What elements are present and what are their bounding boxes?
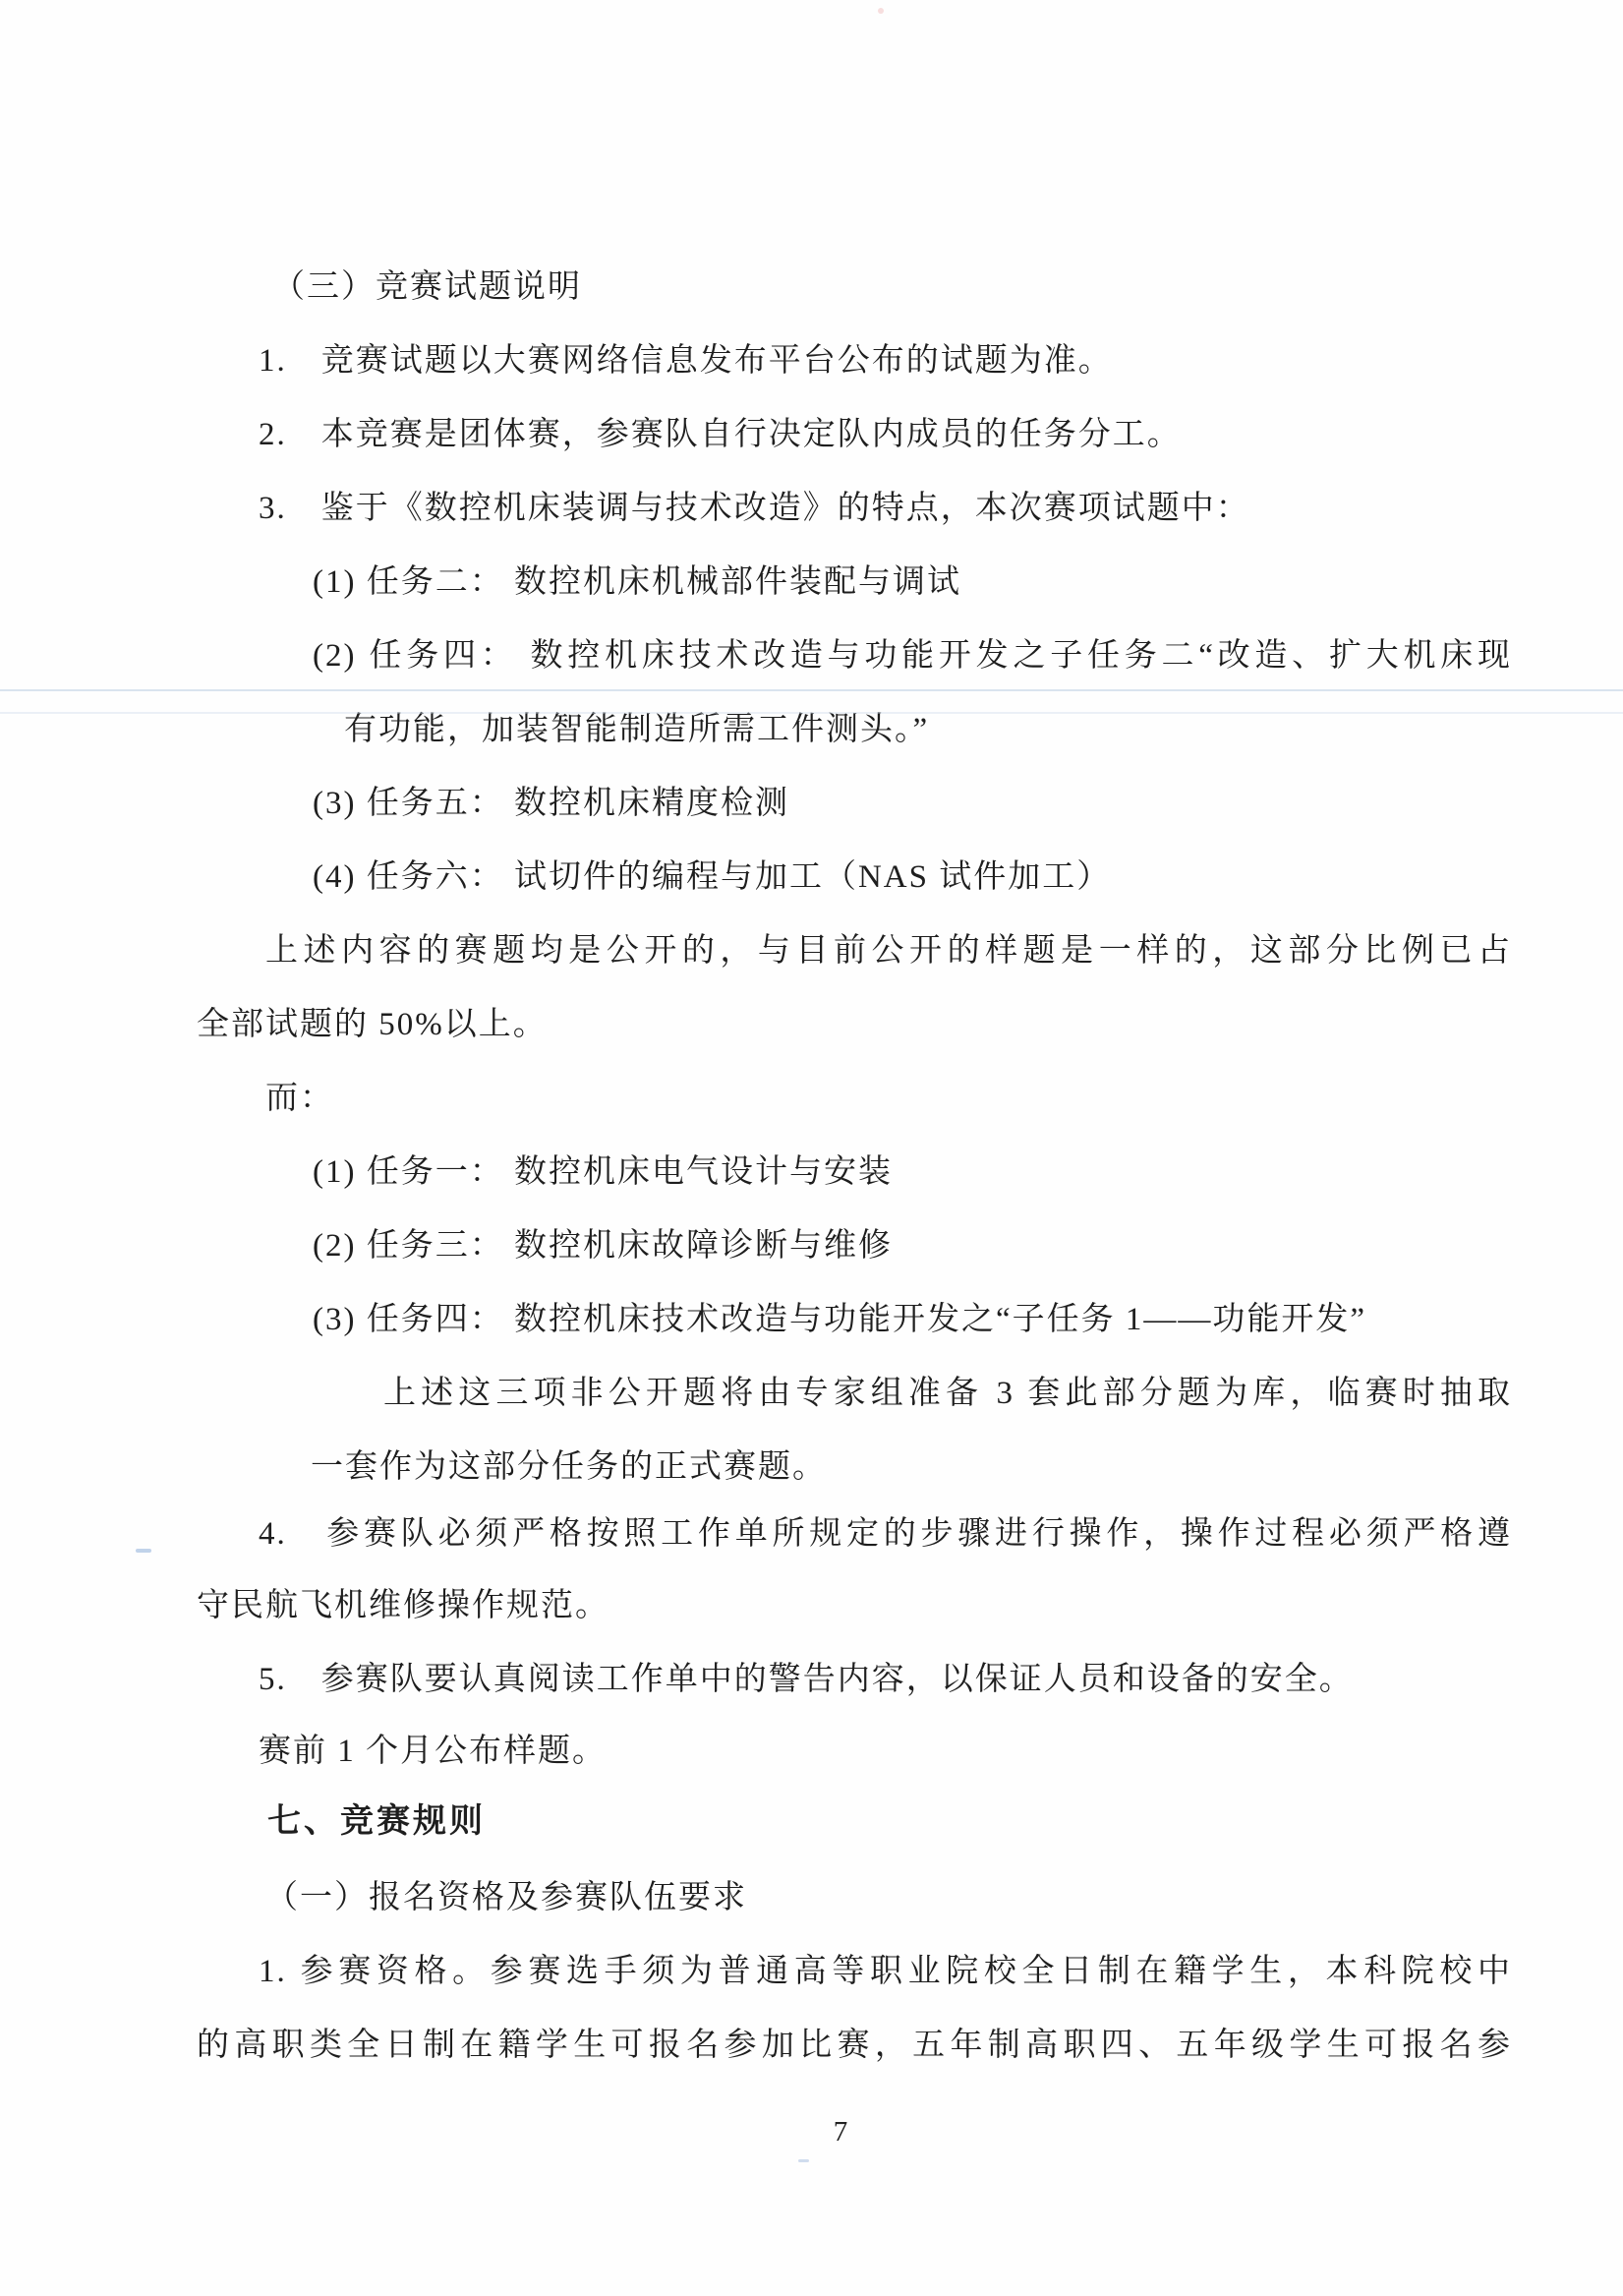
subitem-task-4-dev: (3) 任务四： 数控机床技术改造与功能开发之“子任务 1——功能开发” — [313, 1302, 1367, 1337]
numbered-item-5: 5. 参赛队要认真阅读工作单中的警告内容，以保证人员和设备的安全。 — [259, 1662, 1354, 1697]
paragraph-open-ratio: 上述内容的赛题均是公开的，与目前公开的样题是一样的，这部分比例已占 — [265, 933, 1512, 969]
scan-artifact-line — [0, 689, 1623, 691]
paragraph-eligibility-continuation: 的高职类全日制在籍学生可报名参加比赛，五年制高职四、五年级学生可报名参 — [197, 2028, 1512, 2063]
section-3-heading: （三）竞赛试题说明 — [272, 269, 582, 305]
section-7-1-heading: （一）报名资格及参赛队伍要求 — [265, 1880, 747, 1915]
paragraph-eligibility: 1. 参赛资格。参赛选手须为普通高等职业院校全日制在籍学生，本科院校中 — [259, 1954, 1512, 1989]
scan-artifact-dash — [136, 1549, 151, 1553]
scan-artifact-dot — [878, 8, 884, 14]
numbered-item-1: 1. 竞赛试题以大赛网络信息发布平台公布的试题为准。 — [259, 343, 1113, 379]
paragraph-sample-notice: 赛前 1 个月公布样题。 — [259, 1734, 607, 1769]
subitem-task-6: (4) 任务六： 试切件的编程与加工（NAS 试件加工） — [313, 859, 1112, 895]
paragraph-open-ratio-continuation: 全部试题的 50%以上。 — [197, 1007, 548, 1042]
subitem-task-1: (1) 任务一： 数控机床电气设计与安装 — [313, 1154, 893, 1190]
page-number: 7 — [833, 2116, 848, 2148]
numbered-item-4: 4. 参赛队必须严格按照工作单所规定的步骤进行操作，操作过程必须严格遵 — [259, 1516, 1512, 1552]
numbered-item-4-continuation: 守民航飞机维修操作规范。 — [197, 1588, 609, 1623]
paragraph-er: 而： — [265, 1081, 334, 1116]
subitem-task-2: (1) 任务二： 数控机床机械部件装配与调试 — [313, 564, 961, 600]
subitem-task-3: (2) 任务三： 数控机床故障诊断与维修 — [313, 1228, 893, 1264]
numbered-item-3: 3. 鉴于《数控机床装调与技术改造》的特点，本次赛项试题中： — [259, 491, 1250, 526]
subitem-task-4-open: (2) 任务四： 数控机床技术改造与功能开发之子任务二“改造、扩大机床现 — [313, 638, 1512, 674]
subitem-task-4-open-continuation: 有功能，加装智能制造所需工件测头。” — [344, 712, 930, 747]
paragraph-nonpublic: 上述这三项非公开题将由专家组准备 3 套此部分题为库，临赛时抽取 — [383, 1376, 1512, 1411]
paragraph-nonpublic-continuation: 一套作为这部分任务的正式赛题。 — [311, 1449, 827, 1485]
subitem-task-5: (3) 任务五： 数控机床精度检测 — [313, 786, 789, 821]
scan-artifact-line — [0, 712, 1623, 714]
scan-artifact-dash — [798, 2159, 809, 2162]
numbered-item-2: 2. 本竞赛是团体赛，参赛队自行决定队内成员的任务分工。 — [259, 417, 1182, 452]
section-7-heading: 七、竞赛规则 — [267, 1803, 486, 1840]
